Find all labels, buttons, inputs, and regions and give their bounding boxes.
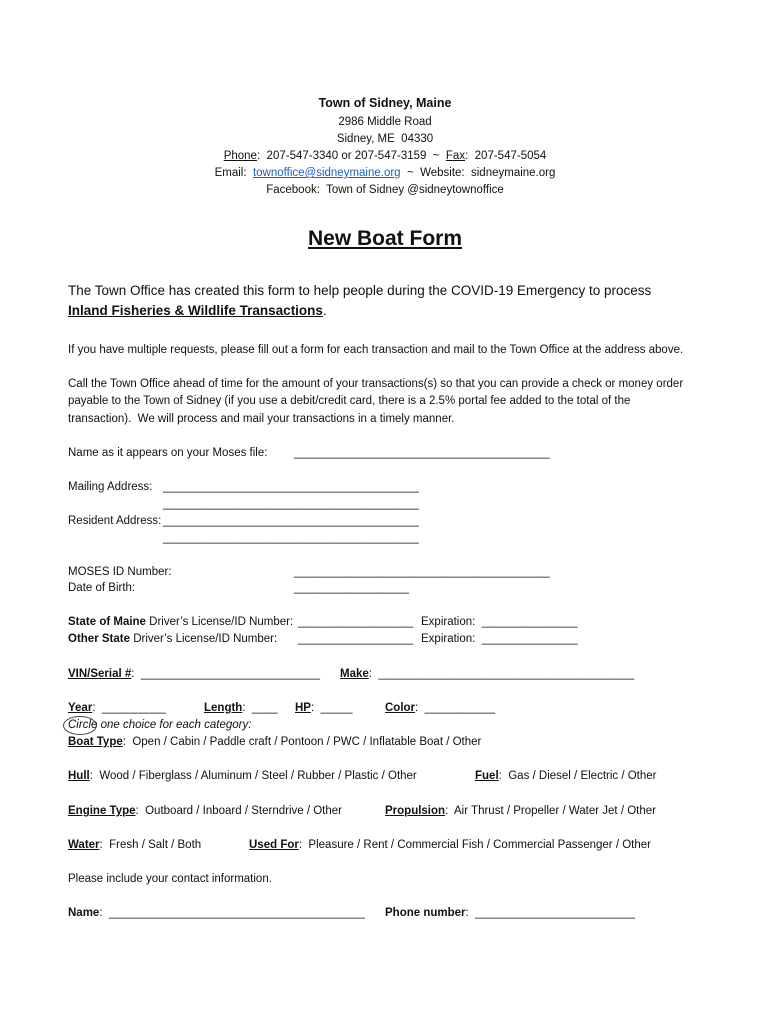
email-website-line	[0, 166, 770, 180]
color-label: Color	[385, 702, 416, 714]
circle-instruction	[68, 718, 251, 732]
engine-type-row[interactable]	[68, 804, 342, 818]
propulsion-options: : Air Thrust / Propeller / Water Jet / Other	[445, 805, 656, 817]
mailing-address-label: Mailing Address:	[68, 481, 153, 493]
street-address: 2986 Middle Road	[338, 116, 432, 128]
hp-line: : _____	[310, 702, 353, 714]
engine-type-options: : Outboard / Inboard / Sterndrive / Other	[135, 805, 342, 817]
vin-field[interactable]	[68, 667, 320, 681]
hull-options: : Wood / Fiberglass / Aluminum / Steel / Rubber / Plastic / Other	[89, 770, 417, 782]
hp-field[interactable]	[295, 701, 353, 715]
year-label: Year	[68, 702, 93, 714]
other-license-line[interactable]: __________________	[298, 633, 414, 645]
length-label: Length	[204, 702, 243, 714]
boat-type-row[interactable]	[68, 735, 481, 749]
facebook-line: Facebook: Town of Sidney @sidneytownoffice	[266, 184, 504, 196]
length-field[interactable]	[204, 701, 278, 715]
make-label: Make	[340, 668, 369, 680]
phone-value: : 207-547-3340 or 207-547-3159 ~	[256, 150, 446, 162]
year-line: : __________	[92, 702, 166, 714]
contact-phone-field[interactable]	[385, 906, 635, 920]
contact-prompt: Please include your contact information.	[68, 873, 272, 885]
engine-type-label: Engine Type	[68, 805, 136, 817]
phone-label: Phone	[223, 150, 257, 162]
contact-phone-label: Phone number	[385, 907, 466, 919]
ifw-transactions: Inland Fisheries & Wildlife Transactions	[68, 303, 323, 318]
hull-row[interactable]	[68, 769, 417, 783]
propulsion-label: Propulsion	[385, 805, 446, 817]
multiple-requests-note: If you have multiple requests, please fill out a form for each transaction and mail to the Town Office at the address above.	[68, 344, 684, 356]
moses-id-line[interactable]: ________________________________________	[294, 566, 550, 578]
dob-label: Date of Birth:	[68, 582, 136, 594]
boat-type-label: Boat Type	[68, 736, 123, 748]
city-state-zip: Sidney, ME 04330	[336, 133, 434, 145]
call-ahead-line-1: Call the Town Office ahead of time for the amount of your transactions(s) so that you can provide a check or money order	[68, 378, 684, 390]
contact-name-label: Name	[68, 907, 100, 919]
hp-label: HP	[295, 702, 311, 714]
contact-name-field[interactable]	[68, 906, 365, 920]
email-prefix: Email:	[214, 167, 253, 179]
other-license-expiration[interactable]: Expiration: _______________	[421, 633, 578, 645]
boat-type-options: : Open / Cabin / Paddle craft / Pontoon / PWC / Inflatable Boat / Other	[122, 736, 482, 748]
mailing-address-line-2[interactable]: ________________________________________	[163, 498, 419, 510]
used-for-options: : Pleasure / Rent / Commercial Fish / Commercial Passenger / Other	[298, 839, 651, 851]
maine-license-label	[68, 615, 293, 629]
fuel-label: Fuel	[475, 770, 499, 782]
town-name: Town of Sidney, Maine	[318, 96, 452, 110]
make-line: : ________________________________________	[368, 668, 635, 680]
vin-line: : ____________________________	[131, 668, 320, 680]
maine-license-expiration[interactable]: Expiration: _______________	[421, 616, 578, 628]
resident-address-line-2[interactable]: ________________________________________	[163, 532, 419, 544]
fax-label: Fax	[445, 150, 466, 162]
moses-id-label: MOSES ID Number:	[68, 566, 172, 578]
make-field[interactable]	[340, 667, 634, 681]
form-title: New Boat Form	[307, 227, 462, 250]
email-link[interactable]: townoffice@sidneymaine.org	[252, 167, 401, 179]
contact-name-line: : ________________________________________	[99, 907, 365, 919]
dob-line[interactable]: __________________	[294, 582, 410, 594]
intro-period: .	[322, 303, 327, 318]
maine-license-bold: State of Maine	[68, 616, 146, 628]
color-line: : ___________	[415, 702, 495, 714]
contact-phone-line: : _________________________	[465, 907, 635, 919]
year-field[interactable]	[68, 701, 166, 715]
other-license-bold: Other State	[68, 633, 130, 645]
used-for-row[interactable]	[249, 838, 651, 852]
intro-line-2	[68, 302, 327, 320]
circle-word: Circle	[68, 719, 98, 731]
vin-label: VIN/Serial #	[68, 668, 132, 680]
maine-license-line[interactable]: __________________	[298, 616, 414, 628]
call-ahead-line-2: payable to the Town of Sidney (if you use a debit/credit card, there is a 2.5% portal fee added to the total of the	[68, 395, 631, 407]
used-for-label: Used For	[249, 839, 299, 851]
water-label: Water	[68, 839, 100, 851]
intro-line-1: The Town Office has created this form to help people during the COVID-19 Emergency to process	[68, 283, 652, 298]
call-ahead-line-3: transaction). We will process and mail your transactions in a timely manner.	[68, 413, 455, 425]
hull-label: Hull	[68, 770, 90, 782]
fax-value: : 207-547-5054	[465, 150, 547, 162]
resident-address-label: Resident Address:	[68, 515, 162, 527]
other-license-label	[68, 632, 277, 646]
maine-license-rest: Driver’s License/ID Number:	[145, 616, 294, 628]
fuel-options: : Gas / Diesel / Electric / Other	[498, 770, 657, 782]
water-row[interactable]	[68, 838, 201, 852]
water-options: : Fresh / Salt / Both	[99, 839, 202, 851]
phone-fax-line	[0, 149, 770, 163]
name-field-line[interactable]: ________________________________________	[294, 447, 550, 459]
length-line: : ____	[242, 702, 278, 714]
other-license-rest: Driver’s License/ID Number:	[130, 633, 278, 645]
circle-rest: one choice for each category:	[97, 719, 252, 731]
mailing-address-line-1[interactable]: ________________________________________	[163, 481, 419, 493]
fuel-row[interactable]	[475, 769, 657, 783]
propulsion-row[interactable]	[385, 804, 656, 818]
website-text: ~ Website: sidneymaine.org	[400, 167, 556, 179]
resident-address-line-1[interactable]: ________________________________________	[163, 515, 419, 527]
color-field[interactable]	[385, 701, 495, 715]
name-field-label: Name as it appears on your Moses file:	[68, 447, 268, 459]
